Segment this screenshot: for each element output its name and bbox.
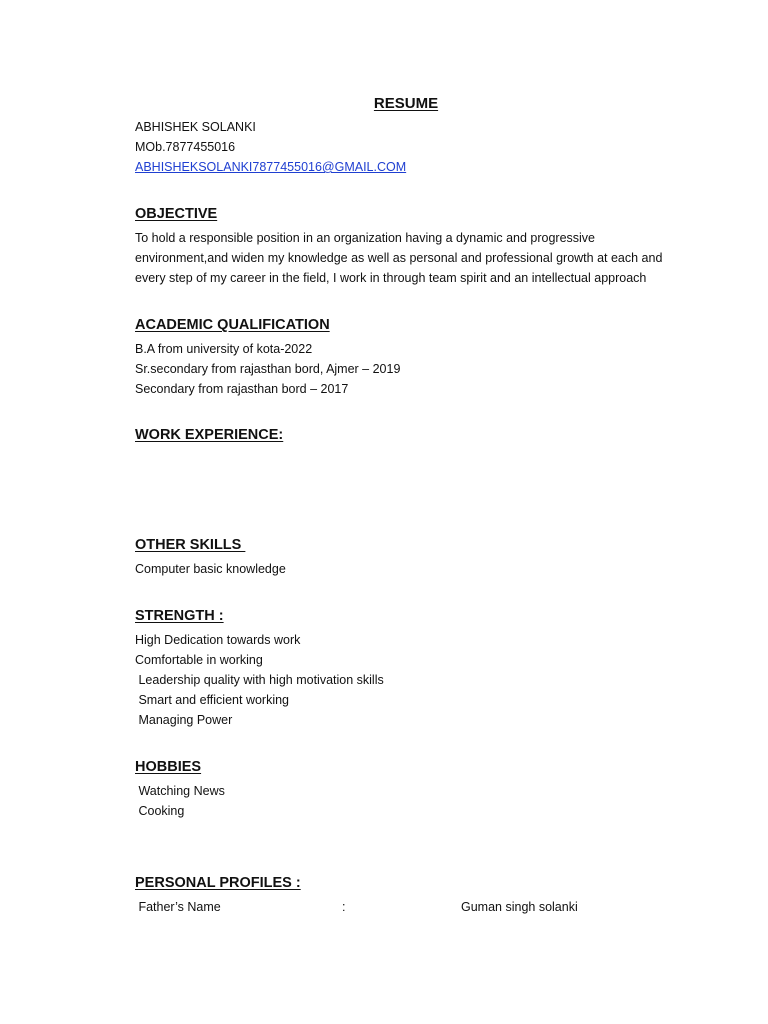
academic-heading: ACADEMIC QUALIFICATION [135,317,330,333]
skill-item: Computer basic knowledge [135,562,286,576]
academic-item: B.A from university of kota-2022 [135,342,313,356]
hobby-item: Cooking [135,804,185,818]
mobile-number: MOb.7877455016 [135,140,236,154]
strength-item: Smart and efficient working [135,693,290,707]
objective-line: To hold a responsible position in an organization having a dynamic and progressive [135,231,596,245]
strength-item: Managing Power [135,713,233,727]
objective-paragraph [135,228,680,288]
profile-label: Father’s Name [135,900,221,914]
objective-heading: OBJECTIVE [135,206,218,222]
profile-separator: : [342,900,346,914]
other-skills-heading: OTHER SKILLS [135,537,246,553]
email-link[interactable]: ABHISHEKSOLANKI7877455016@GMAIL.COM [135,160,407,174]
strength-item: Comfortable in working [135,653,263,667]
candidate-name: ABHISHEK SOLANKI [135,120,256,134]
strength-item: Leadership quality with high motivation skills [135,673,384,687]
academic-item: Secondary from rajasthan bord – 2017 [135,382,349,396]
strength-heading: STRENGTH : [135,608,224,624]
profile-value: Guman singh solanki [461,900,578,914]
strength-item: High Dedication towards work [135,633,301,647]
personal-profiles-heading: PERSONAL PROFILES : [135,875,301,891]
hobbies-heading: HOBBIES [135,759,202,775]
objective-line: environment,and widen my knowledge as well as personal and professional growth at each and [135,251,663,265]
academic-item: Sr.secondary from rajasthan bord, Ajmer – 2019 [135,362,401,376]
resume-title: RESUME [373,95,439,112]
profile-row-fathers-name [0,897,768,917]
hobby-item: Watching News [135,784,225,798]
objective-line: every step of my career in the field, I work in through team spirit and an intellectual approach [135,271,647,285]
work-experience-heading: WORK EXPERIENCE: [135,427,284,443]
